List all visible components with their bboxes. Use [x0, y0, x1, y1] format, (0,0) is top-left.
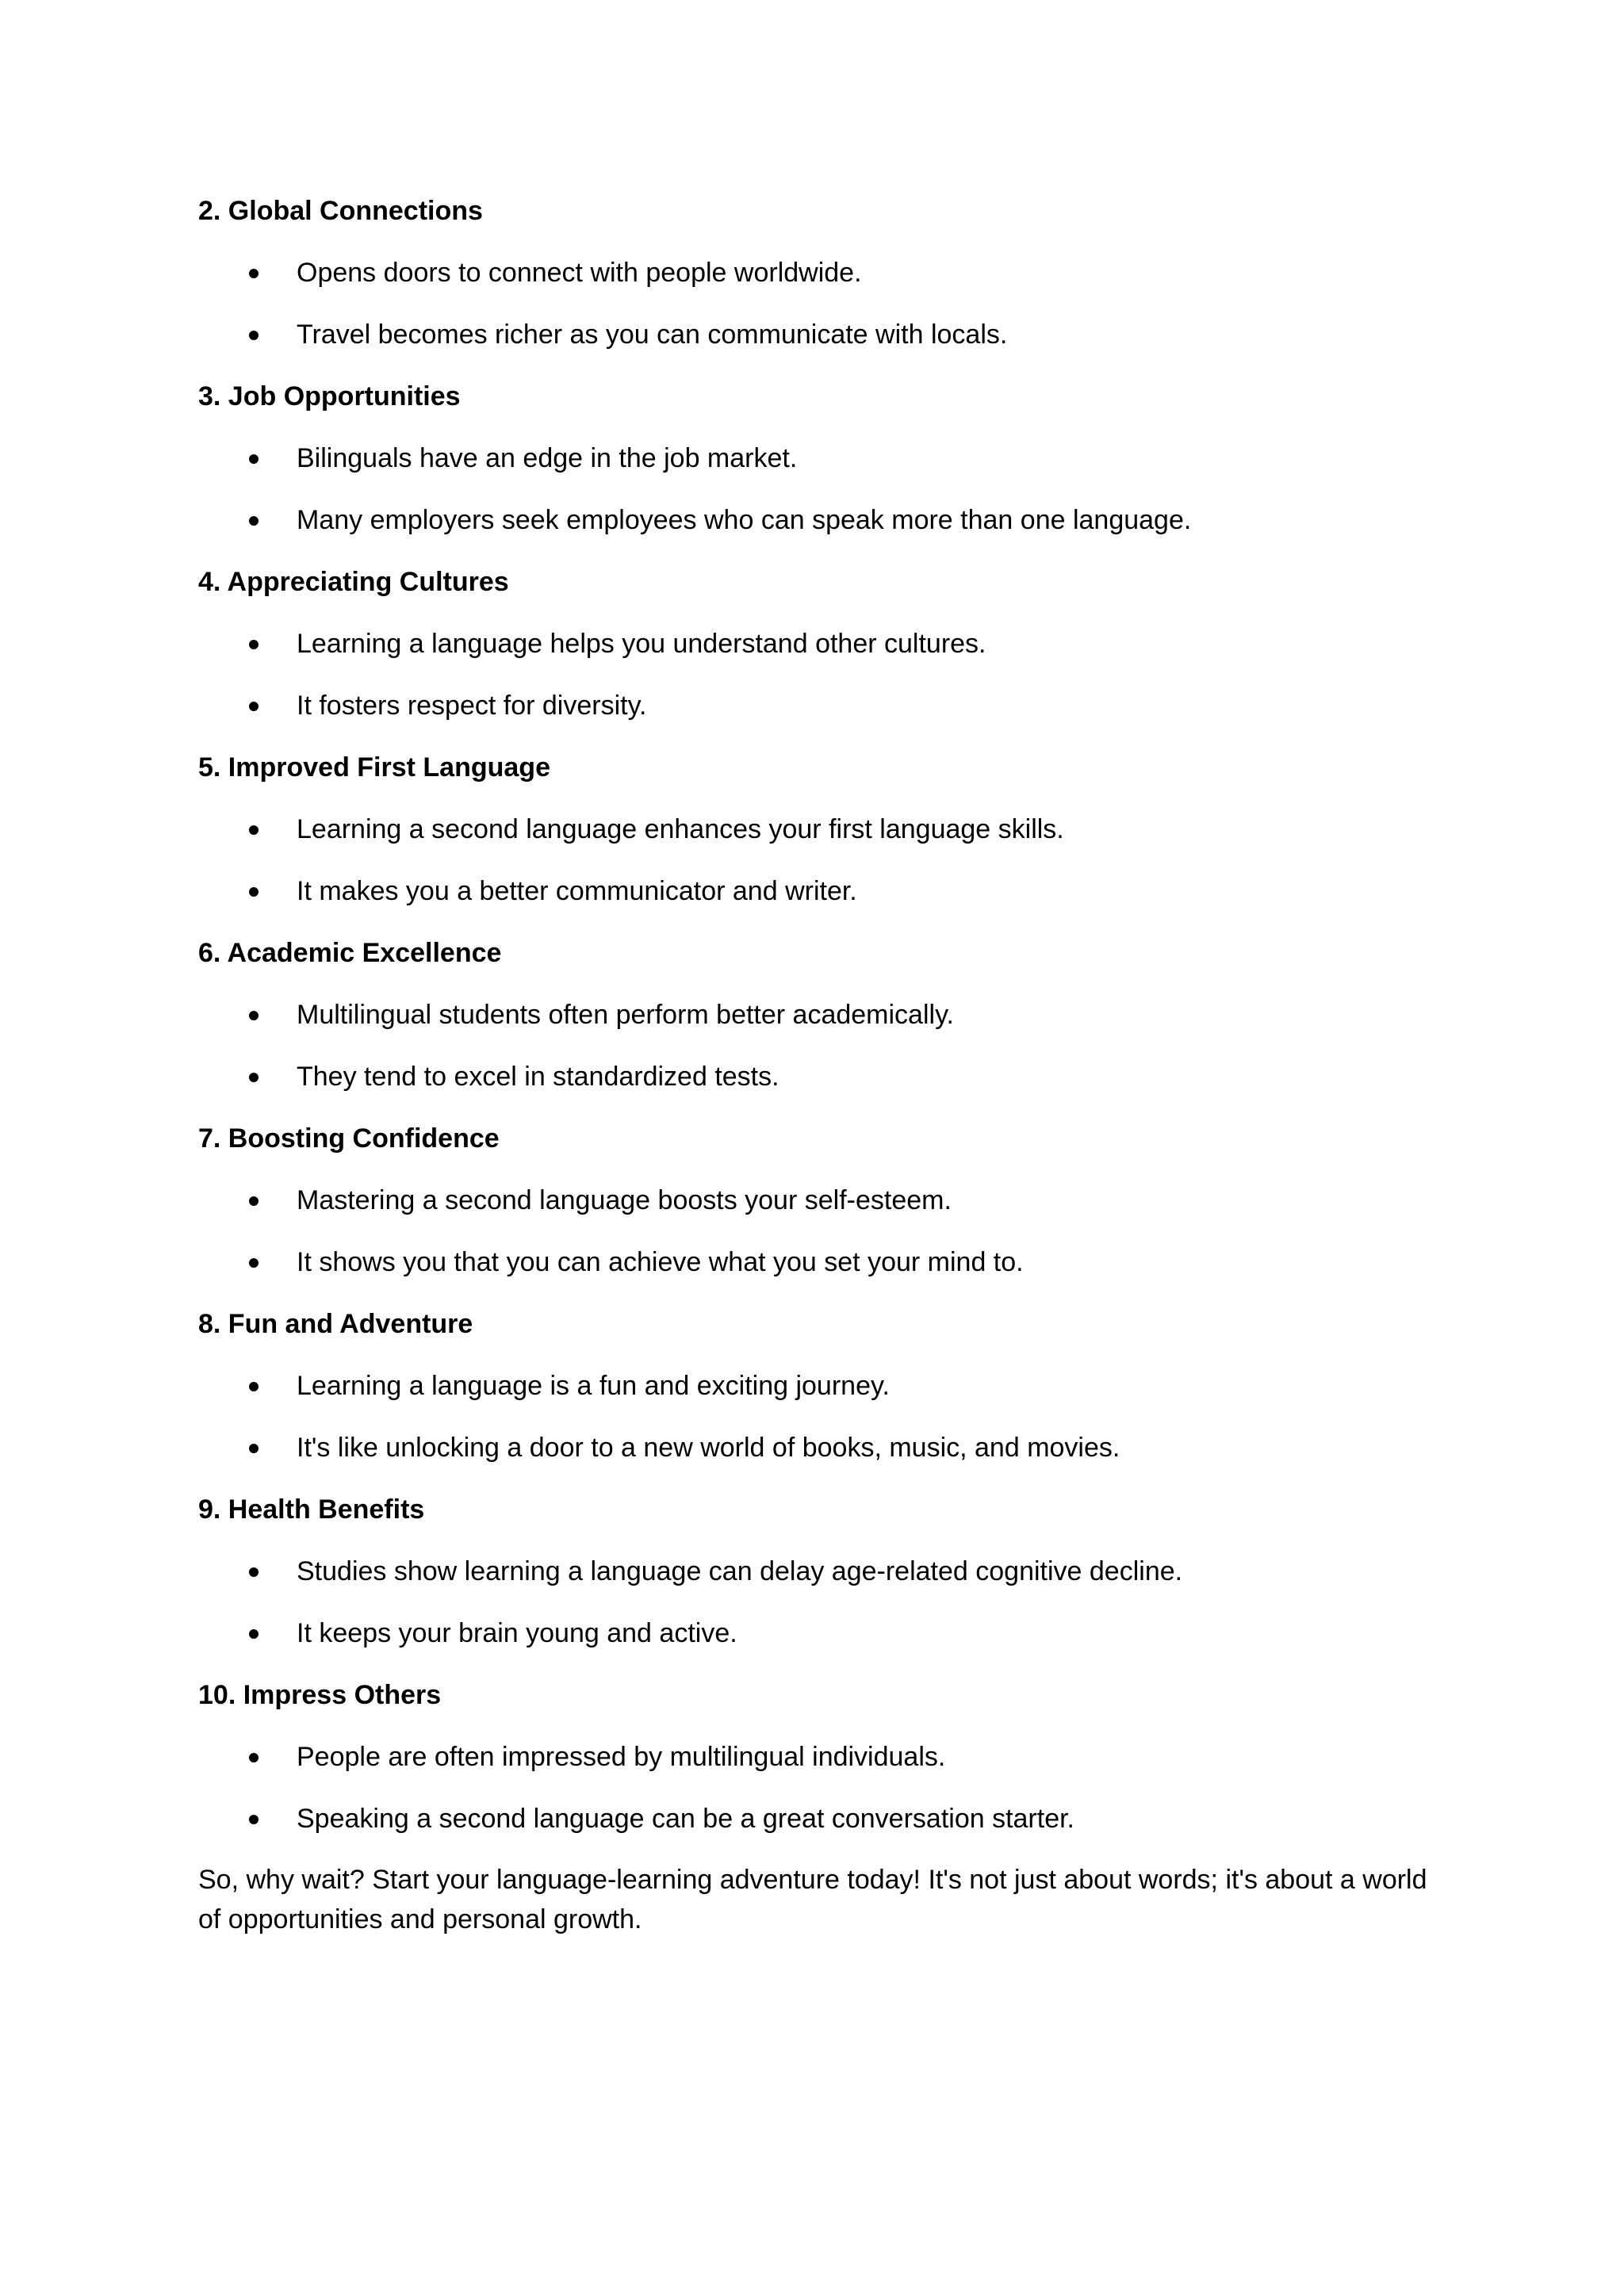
list-item — [198, 1798, 1427, 1839]
list-item-text: They tend to excel in standardized tests. — [297, 1062, 779, 1092]
section — [198, 190, 1427, 355]
bullet-list — [198, 438, 1427, 541]
list-item — [198, 1613, 1427, 1654]
list-item — [198, 1056, 1427, 1097]
section-heading: 2. Global Connections — [198, 196, 483, 226]
bullet-list — [198, 809, 1427, 912]
list-item — [198, 1180, 1427, 1221]
bullet-icon — [249, 1073, 259, 1082]
bullet-list — [198, 252, 1427, 355]
list-item-text: It keeps your brain young and active. — [297, 1618, 737, 1648]
section — [198, 1674, 1427, 1839]
section — [198, 1303, 1427, 1468]
bullet-icon — [249, 1753, 259, 1762]
bullet-list — [198, 994, 1427, 1097]
list-item — [198, 252, 1427, 293]
bullet-list — [198, 623, 1427, 726]
section-heading: 9. Health Benefits — [198, 1494, 425, 1525]
section — [198, 932, 1427, 1097]
list-item — [198, 994, 1427, 1035]
section-heading: 4. Appreciating Cultures — [198, 567, 509, 597]
bullet-list — [198, 1551, 1427, 1654]
list-item-text: Learning a language is a fun and exciting journey. — [297, 1371, 890, 1401]
list-item — [198, 499, 1427, 541]
list-item-text: Speaking a second language can be a great conversation starter. — [297, 1804, 1075, 1834]
section — [198, 1118, 1427, 1283]
bullet-icon — [249, 269, 259, 278]
bullet-list — [198, 1736, 1427, 1839]
bullet-icon — [249, 887, 259, 897]
bullet-icon — [249, 1629, 259, 1639]
list-item-text: Learning a second language enhances your first language skills. — [297, 814, 1064, 844]
bullet-icon — [249, 1196, 259, 1206]
bullet-icon — [249, 1444, 259, 1453]
list-item — [198, 623, 1427, 664]
list-item-text: Travel becomes richer as you can communicate with locals. — [297, 320, 1008, 350]
list-item-text: Bilinguals have an edge in the job market. — [297, 443, 798, 473]
list-item — [198, 1736, 1427, 1777]
section-heading: 7. Boosting Confidence — [198, 1123, 500, 1154]
bullet-list — [198, 1180, 1427, 1283]
list-item-text: Learning a language helps you understand other cultures. — [297, 629, 986, 659]
list-item — [198, 871, 1427, 912]
section-heading: 10. Impress Others — [198, 1680, 442, 1710]
list-item-text: Studies show learning a language can delay age-related cognitive decline. — [297, 1556, 1183, 1586]
bullet-icon — [249, 640, 259, 649]
bullet-icon — [249, 702, 259, 711]
list-item-text: Mastering a second language boosts your self-esteem. — [297, 1185, 952, 1215]
section — [198, 376, 1427, 541]
section — [198, 747, 1427, 912]
list-item — [198, 685, 1427, 726]
list-item-text: It makes you a better communicator and writer. — [297, 876, 857, 906]
bullet-icon — [249, 1382, 259, 1391]
list-item — [198, 314, 1427, 355]
bullet-icon — [249, 825, 259, 835]
list-item-text: It's like unlocking a door to a new world of books, music, and movies. — [297, 1433, 1120, 1463]
bullet-icon — [249, 331, 259, 340]
list-item — [198, 1365, 1427, 1406]
list-item — [198, 1427, 1427, 1468]
closing-paragraph: So, why wait? Start your language-learning adventure today! It's not just about words; it's about a world of opportunities and personal growth. — [198, 1865, 1427, 1934]
list-item-text: It fosters respect for diversity. — [297, 691, 647, 721]
list-item — [198, 1551, 1427, 1592]
list-item-text: It shows you that you can achieve what you set your mind to. — [297, 1247, 1024, 1277]
list-item-text: People are often impressed by multilingual individuals. — [297, 1742, 946, 1772]
section — [198, 1489, 1427, 1654]
bullet-icon — [249, 516, 259, 526]
section-heading: 3. Job Opportunities — [198, 381, 461, 411]
section-heading: 5. Improved First Language — [198, 752, 550, 783]
list-item — [198, 1242, 1427, 1283]
bullet-icon — [249, 1011, 259, 1020]
section-heading: 8. Fun and Adventure — [198, 1309, 473, 1339]
section — [198, 561, 1427, 726]
bullet-icon — [249, 1567, 259, 1577]
list-item-text: Many employers seek employees who can speak more than one language. — [297, 505, 1192, 535]
bullet-icon — [249, 1815, 259, 1824]
list-item-text: Multilingual students often perform better academically. — [297, 1000, 954, 1030]
section-heading: 6. Academic Excellence — [198, 938, 502, 968]
bullet-icon — [249, 1258, 259, 1268]
list-item — [198, 438, 1427, 479]
bullet-list — [198, 1365, 1427, 1468]
list-item-text: Opens doors to connect with people worldwide. — [297, 258, 862, 288]
bullet-icon — [249, 454, 259, 464]
list-item — [198, 809, 1427, 850]
document-body — [198, 190, 1427, 1939]
